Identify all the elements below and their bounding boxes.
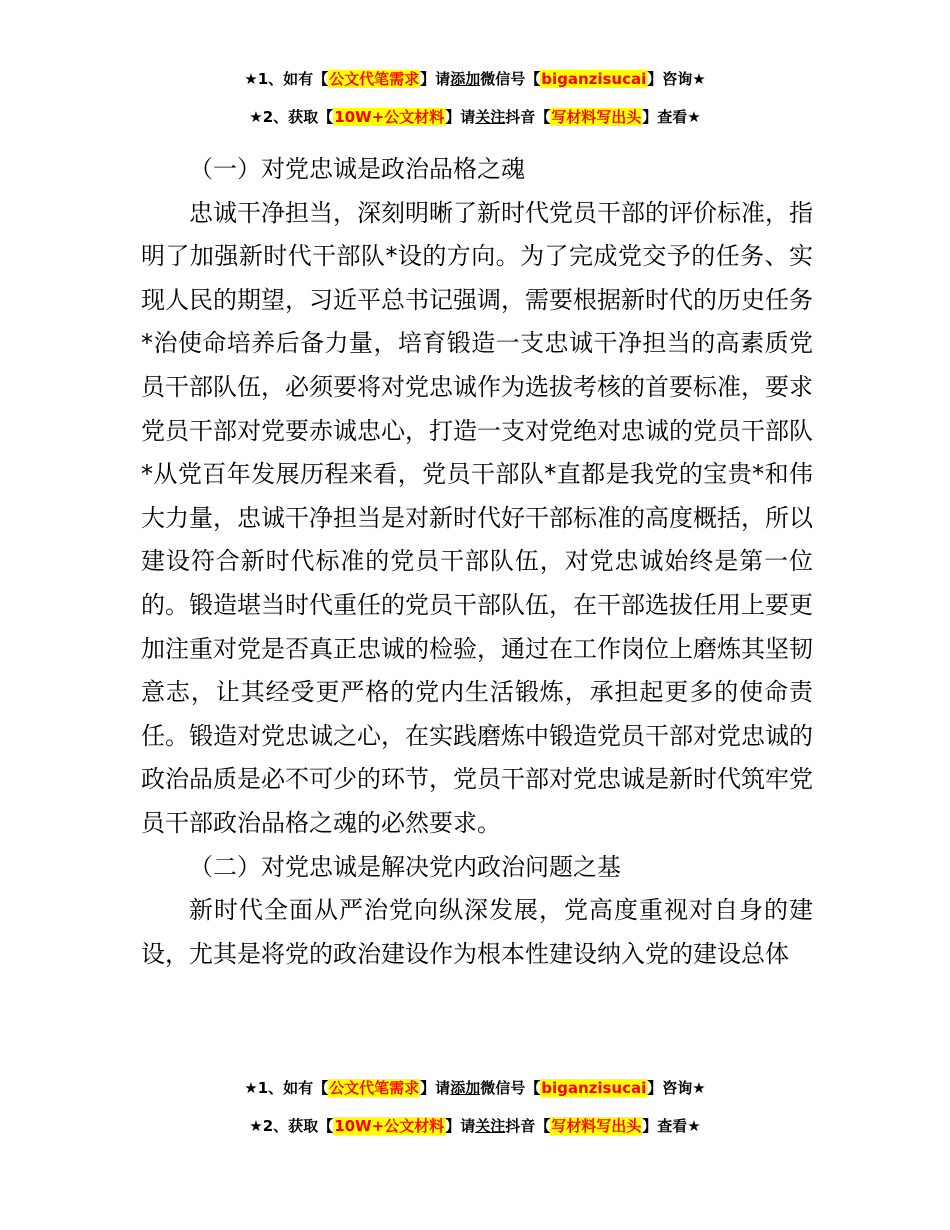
- star-icon: ★: [244, 70, 258, 88]
- footer-notice-line-1: ★1、如有【公文代笔需求】请添加微信号【biganzisucai】咨询★: [244, 1079, 706, 1097]
- highlight-douyin-account: 写材料写出头: [551, 108, 642, 126]
- highlight-douyin-account: 写材料写出头: [551, 1117, 642, 1135]
- star-icon: ★: [249, 108, 263, 126]
- underlined-add: 添加: [450, 70, 481, 88]
- underlined-add: 添加: [450, 1079, 481, 1097]
- section-heading-2: （二）对党忠诚是解决党内政治问题之基: [189, 852, 621, 881]
- highlight-ghostwriting-service: 公文代笔需求: [329, 1079, 420, 1097]
- underlined-follow: 关注: [475, 108, 506, 126]
- highlight-wechat-id: biganzisucai: [541, 1079, 647, 1097]
- section-heading-1: （一）对党忠诚是政治品格之魂: [189, 155, 525, 183]
- document-body: [141, 148, 813, 976]
- paragraph-1: 忠诚干净担当，深刻明晰了新时代党员干部的评价标准，指明了加强新时代干部队*设的方向。为了完成党交予的任务、实现人民的期望，习近平总书记强调，需要根据新时代的历史任务*治使命培养后备力量，培育锻造一支忠诚干净担当的高素质党员干部队伍，必须要将对党忠诚作为选拔考核的首要标准，要求党员干部对党要赤诚忠心，打造一支对党绝对忠诚的党员干部队*从党百年发展历程来看，党员干部队*直都是我党的宝贵*和伟大力量，忠诚干净担当是对新时代好干部标准的高度概括，所以建设符合新时代标准的党员干部队伍，对党忠诚始终是第一位的。锻造堪当时代重任的党员干部队伍，在干部选拔任用上要更加注重对党是否真正忠诚的检验，通过在工作岗位上磨炼其坚韧意志，让其经受更严格的党内生活锻炼，承担起更多的使命责任。锻造对党忠诚之心，在实践磨炼中锻造党员干部对党忠诚的政治品质是必不可少的环节，党员干部对党忠诚是新时代筑牢党员干部政治品格之魂的必然要求。: [141, 198, 813, 837]
- header-notice-line-1: ★1、如有【公文代笔需求】请添加微信号【biganzisucai】咨询★: [244, 70, 706, 88]
- paragraph-2: 新时代全面从严治党向纵深发展，党高度重视对自身的建设，尤其是将党的政治建设作为根本性建设纳入党的建设总体: [141, 896, 813, 968]
- star-icon: ★: [244, 1079, 258, 1097]
- underlined-follow: 关注: [475, 1117, 506, 1135]
- footer-notice-line-2: ★2、获取【10W+公文材料】请关注抖音【写材料写出头】查看★: [249, 1117, 701, 1135]
- star-icon: ★: [249, 1117, 263, 1135]
- highlight-materials: 10W+公文材料: [334, 1117, 445, 1135]
- highlight-materials: 10W+公文材料: [334, 108, 445, 126]
- highlight-ghostwriting-service: 公文代笔需求: [329, 70, 420, 88]
- highlight-wechat-id: biganzisucai: [541, 70, 647, 88]
- header-notice-line-2: ★2、获取【10W+公文材料】请关注抖音【写材料写出头】查看★: [249, 108, 701, 126]
